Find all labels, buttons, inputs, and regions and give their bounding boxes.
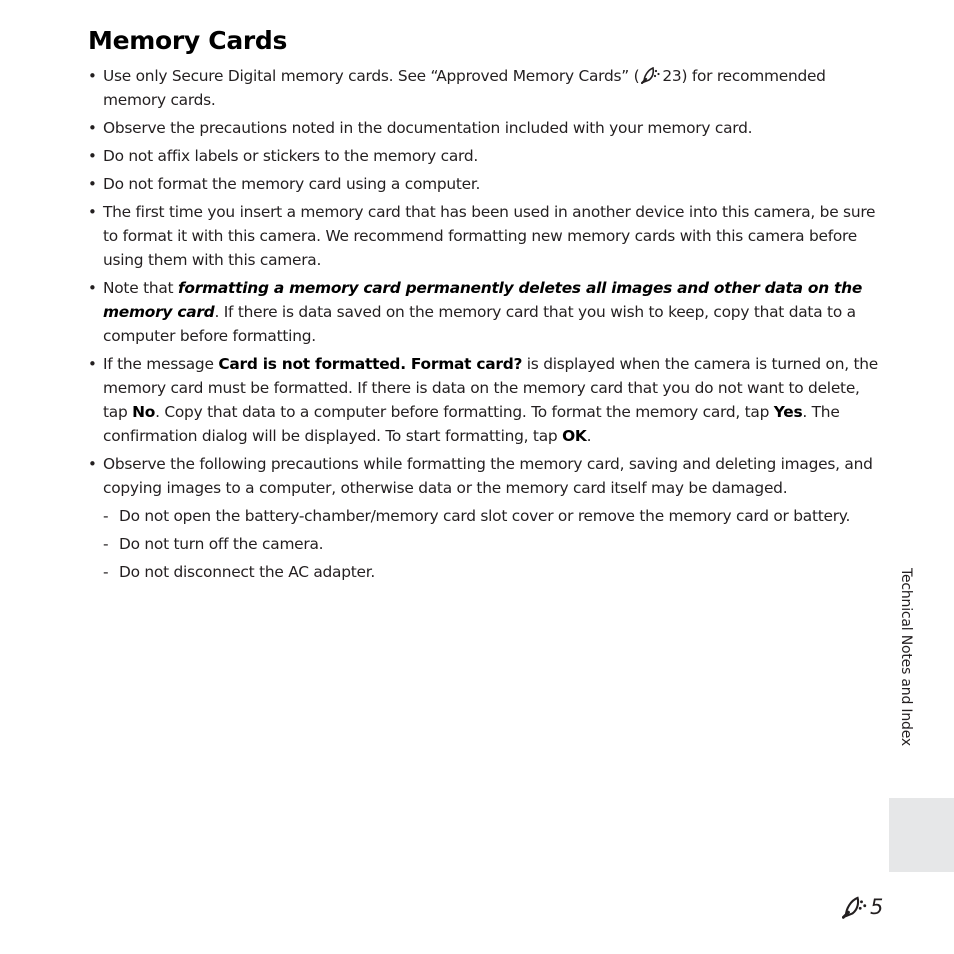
no-option-label: No	[132, 403, 156, 421]
sub-item-2: - Do not turn off the camera.	[103, 532, 878, 556]
bullet-text: Observe the following precautions while formatting the memory card, saving and deleting images, and copying images to a computer, otherwise data or the memory card itself may be damaged.	[103, 455, 873, 497]
bullet-text: If the message	[103, 355, 219, 373]
bullet-text: . The confirmation dialog will be displayed. To start formatting, tap	[103, 403, 840, 445]
bullet-item-4: • Do not format the memory card using a computer.	[88, 172, 878, 196]
page-reference: 23	[662, 67, 682, 85]
sub-item-3: - Do not disconnect the AC adapter.	[103, 560, 878, 584]
bullet-item-5: • The first time you insert a memory card that has been used in another device into this camera, be sure to format it with this camera. We recommend formatting new memory cards with this camera before using them with this camera.	[88, 200, 878, 272]
bullet-item-6	[88, 276, 878, 348]
bullet-text: is displayed when the camera is turned on, the memory card must be formatted. If there is data on the memory card that you do not want to delete, tap	[103, 355, 878, 421]
page-title: Memory Cards	[88, 26, 288, 55]
page-number	[842, 894, 883, 920]
technical-notes-section-icon	[842, 895, 868, 919]
bullet-text: .	[586, 427, 592, 445]
bullet-text: . If there is data saved on the memory card that you wish to keep, copy that data to a computer before formatting.	[103, 303, 856, 345]
bullet-text: . Copy that data to a computer before formatting. To format the memory card, tap	[155, 403, 774, 421]
sub-item-1: - Do not open the battery-chamber/memory card slot cover or remove the memory card or battery.	[103, 504, 878, 528]
technical-notes-reference-icon	[641, 66, 661, 84]
camera-message: Card is not formatted. Format card?	[218, 355, 523, 373]
bullet-item-1	[88, 64, 878, 112]
section-tab	[889, 798, 954, 872]
body-content	[88, 64, 878, 588]
emphasis-warning: formatting a memory card permanently deletes all images and other data on the memory card	[103, 279, 863, 321]
ok-option-label: OK	[562, 427, 587, 445]
bullet-text: Note that	[103, 279, 178, 297]
bullet-list	[88, 64, 878, 584]
bullet-text: ) for recommended memory cards.	[103, 67, 826, 109]
bullet-text: Use only Secure Digital memory cards. See “Approved Memory Cards” (	[103, 67, 640, 85]
bullet-item-8	[88, 452, 878, 584]
bullet-item-2: • Observe the precautions noted in the documentation included with your memory card.	[88, 116, 878, 140]
bullet-item-3: • Do not affix labels or stickers to the memory card.	[88, 144, 878, 168]
bullet-item-7	[88, 352, 878, 448]
section-side-label: Technical Notes and Index	[898, 568, 914, 746]
sub-list	[103, 504, 878, 584]
yes-option-label: Yes	[773, 403, 803, 421]
page-number-text: 5	[870, 895, 884, 919]
